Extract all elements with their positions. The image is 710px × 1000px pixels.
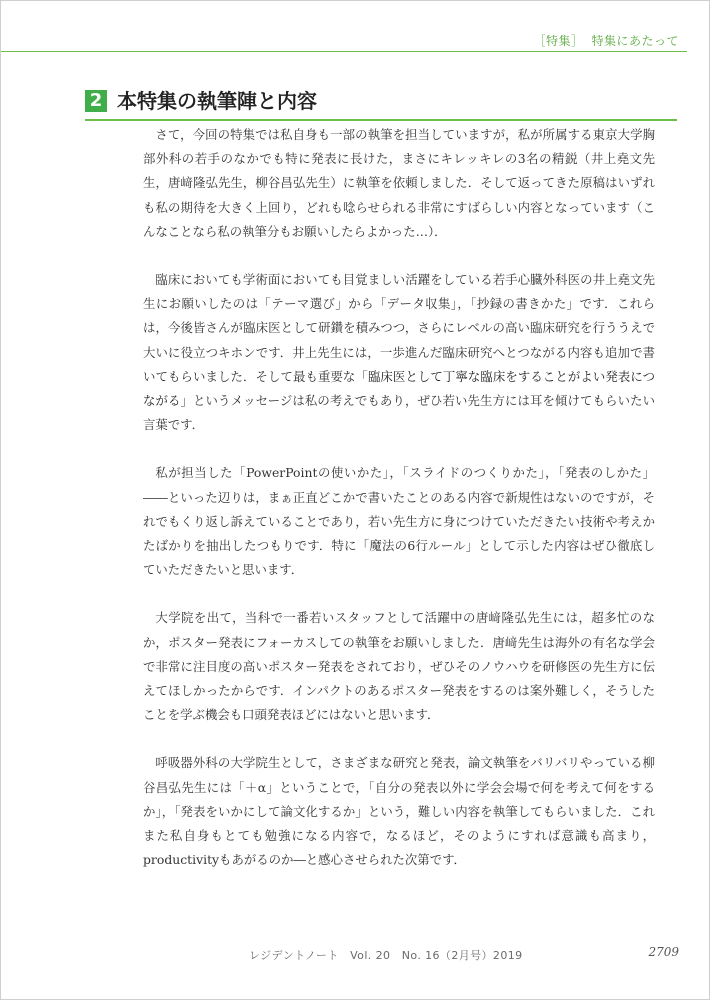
footer-journal: レジデントノート Vol. 20 No. 16（2月号）2019 <box>249 949 523 962</box>
section-heading <box>85 89 677 121</box>
header-rule <box>1 51 687 52</box>
header-tag: ［特集］ <box>533 34 584 48</box>
page-number: 2709 <box>648 945 679 959</box>
paragraph-3: 私が担当した「PowerPointの使いかた」，「スライドのつくりかた」，「発表のしかた」――といった辺りは，まぁ正直どこかで書いたことのある内容で新規性はないのですが，それでもくり返し訴えていることであり，若い先生方に身につけていただきたい技術や考えかたばかりを抽出したつもりです．特に「魔法の6行ルール」として示した内容はぜひ徹底していただきたいと思います． <box>143 465 655 578</box>
section-number-badge: 2 <box>85 90 107 112</box>
paragraph-2 <box>143 268 655 437</box>
paragraph-4: 大学院を出て，当科で一番若いスタッフとして活躍中の唐﨑隆弘先生には，超多忙のなか，ポスター発表にフォーカスしての執筆をお願いしました．唐﨑先生は海外の有名な学会で非常に注目度の高いポスター発表をされており，ぜひそのノウハウを研修医の先生方に伝えてほしかったからです．インパクトのあるポスター発表をするのは案外難しく，そうしたことを学ぶ機会も口頭発表ほどにはないと思います． <box>143 610 655 723</box>
paragraph-2-after: 」というメッセージは私の考えでもあり，ぜひ若い先生方には耳を傾けてもらいたい言葉です． <box>143 393 655 433</box>
highlighted-message: 臨床医として丁寧な臨床をすることがよい発表につながる <box>143 368 655 409</box>
paragraph-1: さて，今回の特集では私自身も一部の執筆を担当していますが，私が所属する東京大学胸部外科の若手のなかでも特に発表に長けた，まさにキレッキレの3名の精鋭（井上堯文先生，唐﨑隆弘先生，柳谷昌弘先生）に執筆を依頼しました．そして返ってきた原稿はいずれも私の期待を大きく上回り，どれも唸らせられる非常にすばらしい内容となっています（こんなことなら私の執筆分もお願いしたらよかった…）． <box>143 127 655 239</box>
section-title: 本特集の執筆陣と内容 <box>117 89 317 113</box>
paragraph-5: 呼吸器外科の大学院生として，さまざまな研究と発表，論文執筆をバリバリやっている柳谷昌弘先生には「＋α」ということで，「自分の発表以外に学会会場で何を考えて何をするか」，「発表をいかにして論文化するか」という，難しい内容を執筆してもらいました．これまた私自身もとても勉強になる内容で，なるほど，そのようにすれば意識も高まり，productivityもあがるのか―と感心させられた次第です． <box>143 755 655 868</box>
body-text <box>143 123 655 896</box>
header-title: 特集にあたって <box>591 34 679 48</box>
paragraph-2-before: 臨床においても学術面においても目覚ましい活躍をしている若手心臓外科医の井上堯文先生にお願いしたのは「テーマ選び」から「データ収集」，「抄録の書きかた」です．これらは，今後皆さんが臨床医として研鑽を積みつつ，さらにレベルの高い臨床研究を行ううえで大いに役立つキホンです．井上先生には，一歩進んだ臨床研究へとつながる内容も追加で書いてもらいました．そして最も重要な「 <box>143 272 655 384</box>
running-header <box>533 32 679 49</box>
